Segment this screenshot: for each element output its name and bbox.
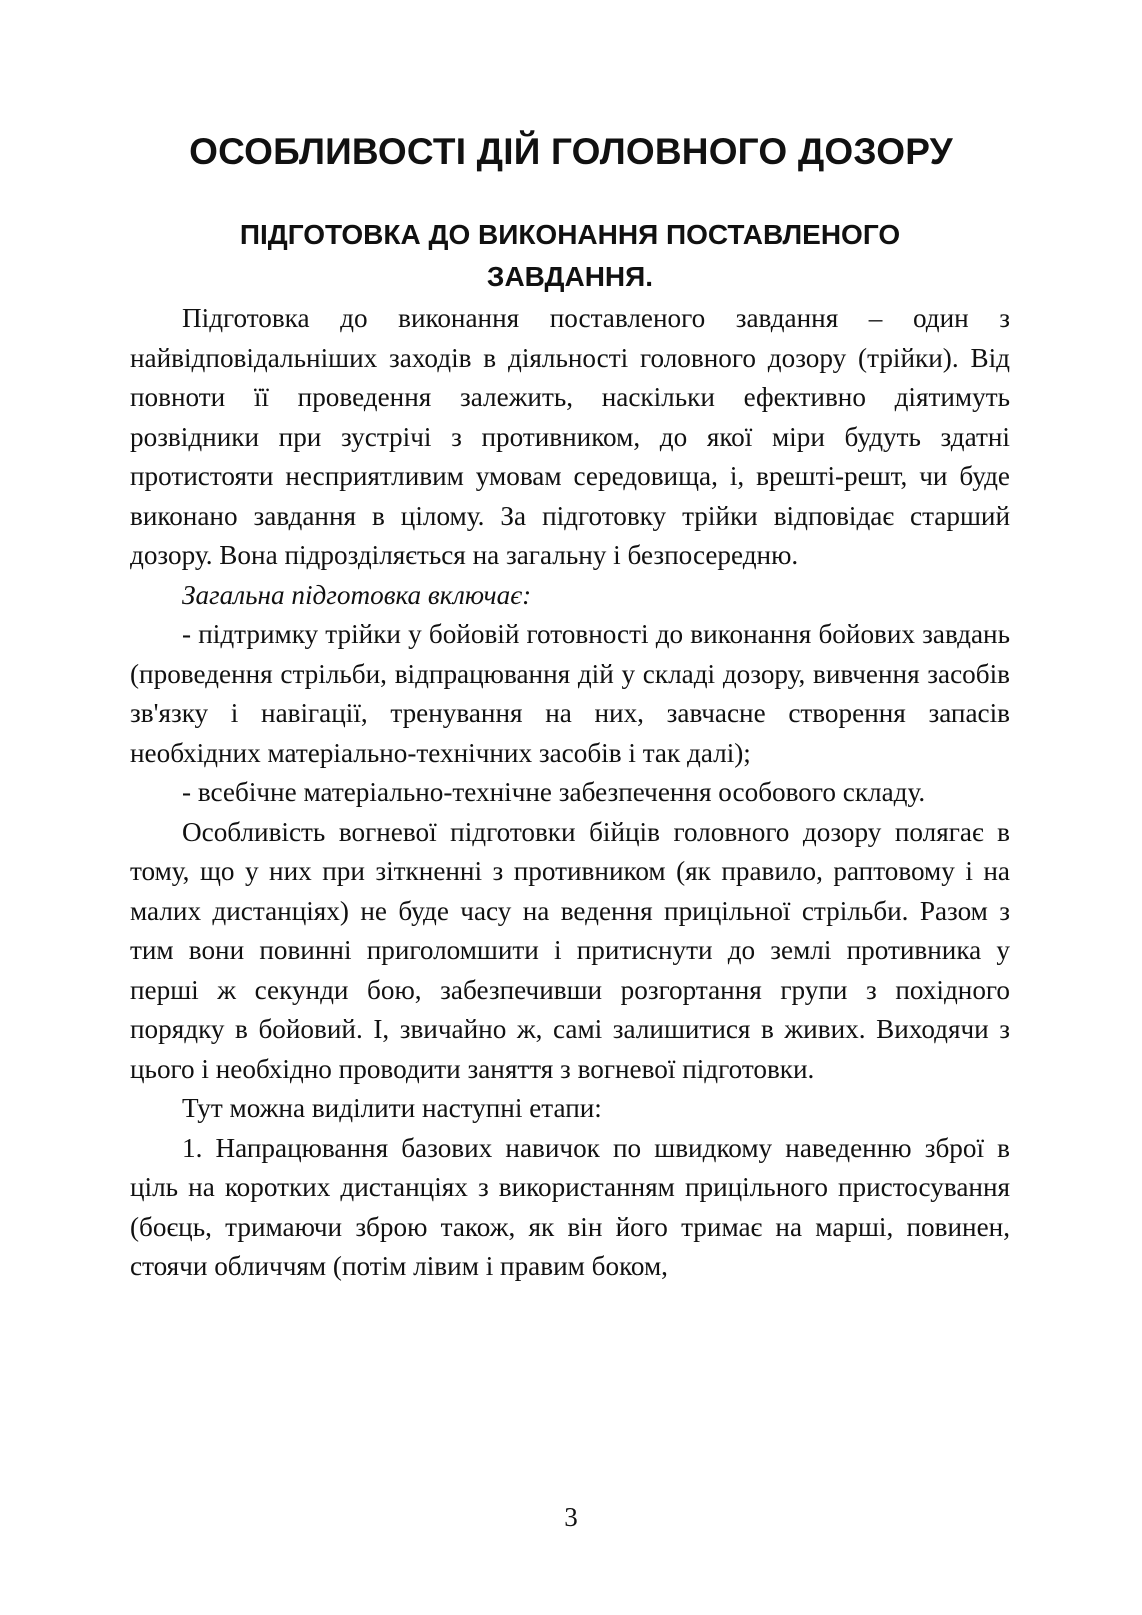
paragraph-fire-training: Особливість вогневої підготовки бійців головного дозору полягає в тому, що у них при зіткненні з противником (як правило, раптовому і на малих дистанціях) не буде часу на ведення прицільної стрільби. Разом з тим вони повинні приголомшити і притиснути до землі противника у перші ж секунди бою, забезпечивши розгортання групи з похідного порядку в бойовий. І, звичайно ж, самі залишитися в живих. Виходячи з цього і необхідно проводити заняття з вогневої підготовки.: [130, 816, 1010, 1084]
page-title: ОСОБЛИВОСТІ ДІЙ ГОЛОВНОГО ДОЗОРУ: [189, 131, 953, 172]
paragraph-intro: Підготовка до виконання поставленого завдання – один з найвідповідальніших заходів в діяльності головного дозору (трійки). Від повноти її проведення залежить, наскільки ефективно діятимуть розвідники при зустрічі з противником, до якої міри будуть здатні протистояти несприятливим умовам середовища, і, врешті-решт, чи буде виконано завдання в цілому. За підготовку трійки відповідає старший дозору. Вона підрозділяється на загальну і безпосередню.: [130, 303, 1010, 570]
body-text: [130, 299, 1010, 1287]
section-heading: ПІДГОТОВКА ДО ВИКОНАННЯ ПОСТАВЛЕНОГО ЗАВДАННЯ.: [239, 219, 901, 292]
list-item-combat-readiness: - підтримку трійки у бойовій готовності до виконання бойових завдань (проведення стрільби, відпрацювання дій у складі дозору, вивчення засобів зв'язку і навігації, тренування на них, завчасне створення запасів необхідних матеріально-технічних засобів і так далі);: [130, 619, 1010, 768]
list-item-logistics: - всебічне матеріально-технічне забезпечення особового складу.: [182, 777, 926, 807]
paragraph-general-preparation-label: Загальна підготовка включає:: [182, 579, 532, 610]
paragraph-stage-1: 1. Напрацювання базових навичок по швидкому наведенню зброї в ціль на коротких дистанціях з використанням прицільного пристосування (боєць, тримаючи зброю також, як він його тримає на марші, повинен, стоячи обличчям (потім лівим і правим боком,: [130, 1132, 1010, 1281]
page-number: 3: [564, 1502, 578, 1532]
paragraph-stages-intro: Тут можна виділити наступні етапи:: [182, 1093, 602, 1123]
